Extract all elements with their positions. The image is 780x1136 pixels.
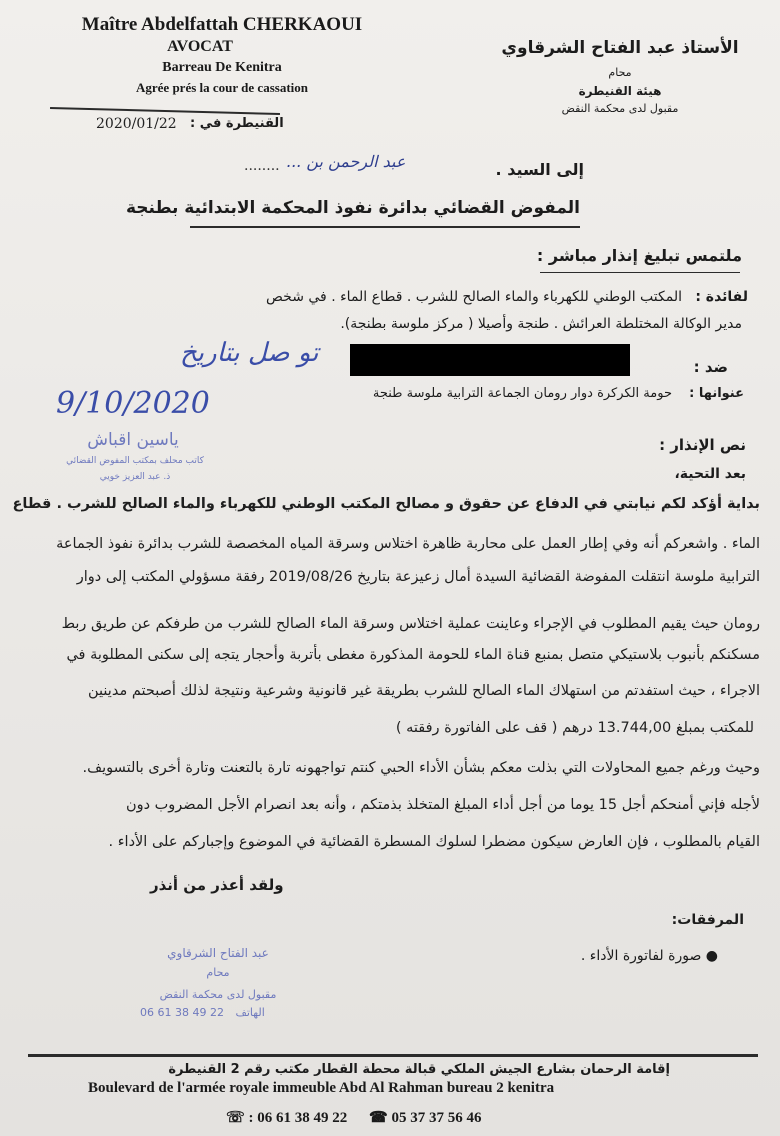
request-underline	[540, 272, 740, 273]
lawyer-stamp-phone	[140, 1006, 265, 1019]
lawyer-title-ar: محام	[608, 66, 632, 79]
attachments-heading: المرفقات:	[671, 912, 744, 928]
bailiff-title: المفوض القضائي بدائرة نفوذ المحكمة الابتدائية بطنجة	[125, 198, 580, 218]
notice-line-8: وحيث ورغم جميع المحاولات التي بذلت معكم بشأن الأداء الحبي كنتم تواجهونه تارة بالتعنت وتارة أخرى بالتسويف.	[82, 760, 760, 776]
addressee-label: إلى السيد .	[495, 160, 584, 179]
notice-line-6: الاجراء ، حيث استفدتم من استهلاك الماء الصالح للشرب بطريقة غير قانونية وشرعية ونتيجة لذلك أصبحتم مدينين	[88, 683, 760, 699]
against-label: ضد :	[693, 358, 728, 376]
addressee-handwritten: عبد الرحمن بن ...	[286, 152, 406, 171]
lawyer-stamp-phone-label: الهاتف	[235, 1006, 265, 1019]
header-rule	[50, 107, 280, 115]
clerk-stamp-role: كاتب محلف بمكتب المفوض القضائي	[66, 456, 204, 466]
notice-line-9: لأجله فإني أمنحكم أجل 15 يوما من أجل أداء المبلغ المتخلذ بذمتكم ، وأنه بعد انصرام الأجل المضروب دون	[125, 797, 760, 813]
notice-line-2: الماء . واشعركم أنه وفي إطار العمل على محاربة ظاهرة اختلاس وسرقة المياه المخصصة للشرب بدائرة نفوذ الجماعة	[56, 536, 760, 552]
bar-ar: هيئة القنيطرة	[578, 84, 662, 98]
notice-line-4: رومان حيث يقيم المطلوب في الإجراء وعاينت عملية اختلاس وسرقة الماء الصالح للشرب من طرفكم عن طريق ربط	[61, 616, 760, 632]
notice-line-5: مسكنكم بأنبوب بلاستيكي متصل بمنبع قناة الماء للحومة المذكورة مغطى بأتربة وأحجار يتجه إلى سكنى المطلوبة في	[66, 647, 760, 663]
notice-line-3: الترابية ملوسة انتقلت المفوضة القضائية السيدة أمال زعيزعة بتاريخ 2019/08/26 رفقة مسؤولي المكتب إلى دوار	[76, 569, 760, 585]
lawyer-name-fr: Maître Abdelfattah CHERKAOUI	[81, 14, 363, 35]
footer-phones	[226, 1108, 481, 1127]
lawyer-stamp-title: محام	[206, 966, 230, 979]
lawyer-name-ar: الأستاذ عبد الفتاح الشرقاوي	[501, 38, 739, 58]
date-value: 2020/01/22	[96, 116, 177, 132]
lawyer-stamp-accreditation: مقبول لدى محكمة النقض	[159, 988, 277, 1001]
bullet-icon: ●	[705, 948, 718, 964]
notice-line-10: القيام بالمطلوب ، فإن العارض سيكون مضطرا لسلوك المسطرة القضائية في الموضوع وإجباركم على الأداء .	[108, 834, 760, 850]
addressee-dots: ........	[244, 158, 280, 174]
lawyer-stamp-phone-number: 06 61 38 49 22	[140, 1006, 224, 1019]
handwritten-receipt: تو صل بتاريخ	[180, 338, 319, 368]
beneficiary-line-2: مدير الوكالة المختلطة العرائش . طنجة وأصيلا ( مركز ملوسة بطنجة).	[340, 316, 742, 332]
notice-heading: نص الإنذار :	[659, 436, 746, 454]
beneficiary-label: لفائدة :	[695, 289, 748, 305]
footer-fixed: 05 37 37 56 46	[391, 1110, 482, 1126]
beneficiary-line-1: المكتب الوطني للكهرباء والماء الصالح للشرب . قطاع الماء . في شخص	[266, 289, 682, 305]
footer-mobile: : 06 61 38 49 22	[248, 1110, 348, 1126]
footer-address-fr: Boulevard de l'armée royale immeuble Abd Al Rahman bureau 2 kenitra	[88, 1080, 555, 1096]
attachment-item-label: صورة لفاتورة الأداء .	[580, 948, 702, 964]
notice-line-7: للمكتب بمبلغ 13.744,00 درهم ( قف على الفاتورة رفقته )	[395, 720, 754, 736]
redacted-defendant-name	[350, 344, 630, 376]
accreditation-fr: Agrée prés la cour de cassation	[136, 80, 308, 95]
accreditation-ar: مقبول لدى محكمة النقض	[561, 102, 679, 115]
fixed-phone-icon: ☎	[369, 1110, 388, 1126]
request-heading: ملتمس تبليغ إنذار مباشر :	[536, 246, 742, 265]
attachment-item	[581, 948, 718, 964]
clerk-stamp-name: ياسين اقباش	[87, 430, 179, 450]
mobile-phone-icon: ☏	[226, 1110, 245, 1126]
notice-greeting: بعد التحية،	[674, 466, 746, 482]
handwritten-date: 9/10/2020	[56, 386, 210, 421]
address-value: حومة الكركرة دوار رومان الجماعة الترابية ملوسة طنجة	[372, 386, 672, 401]
lawyer-stamp-name: عبد الفتاح الشرقاوي	[167, 946, 269, 960]
closing-formula: ولقد أعذر من أنذر	[150, 876, 284, 894]
clerk-stamp-person: ذ. عبد العزيز خويي	[99, 472, 171, 482]
bailiff-underline	[190, 226, 580, 228]
footer-rule	[28, 1054, 758, 1057]
address-label: عنوانها :	[689, 386, 744, 401]
notice-line-1: بداية أؤكد لكم نيابتي في الدفاع عن حقوق و مصالح المكتب الوطني للكهرباء والماء الصالح للشرب . قطاع	[12, 496, 760, 512]
date-label: القنيطرة في :	[190, 116, 284, 131]
lawyer-title-fr: AVOCAT	[167, 38, 233, 55]
bar-fr: Barreau De Kenitra	[162, 60, 282, 75]
footer-address-ar: إقامة الرحمان بشارع الجيش الملكي قبالة محطة القطار مكتب رقم 2 القنيطرة	[168, 1062, 670, 1077]
